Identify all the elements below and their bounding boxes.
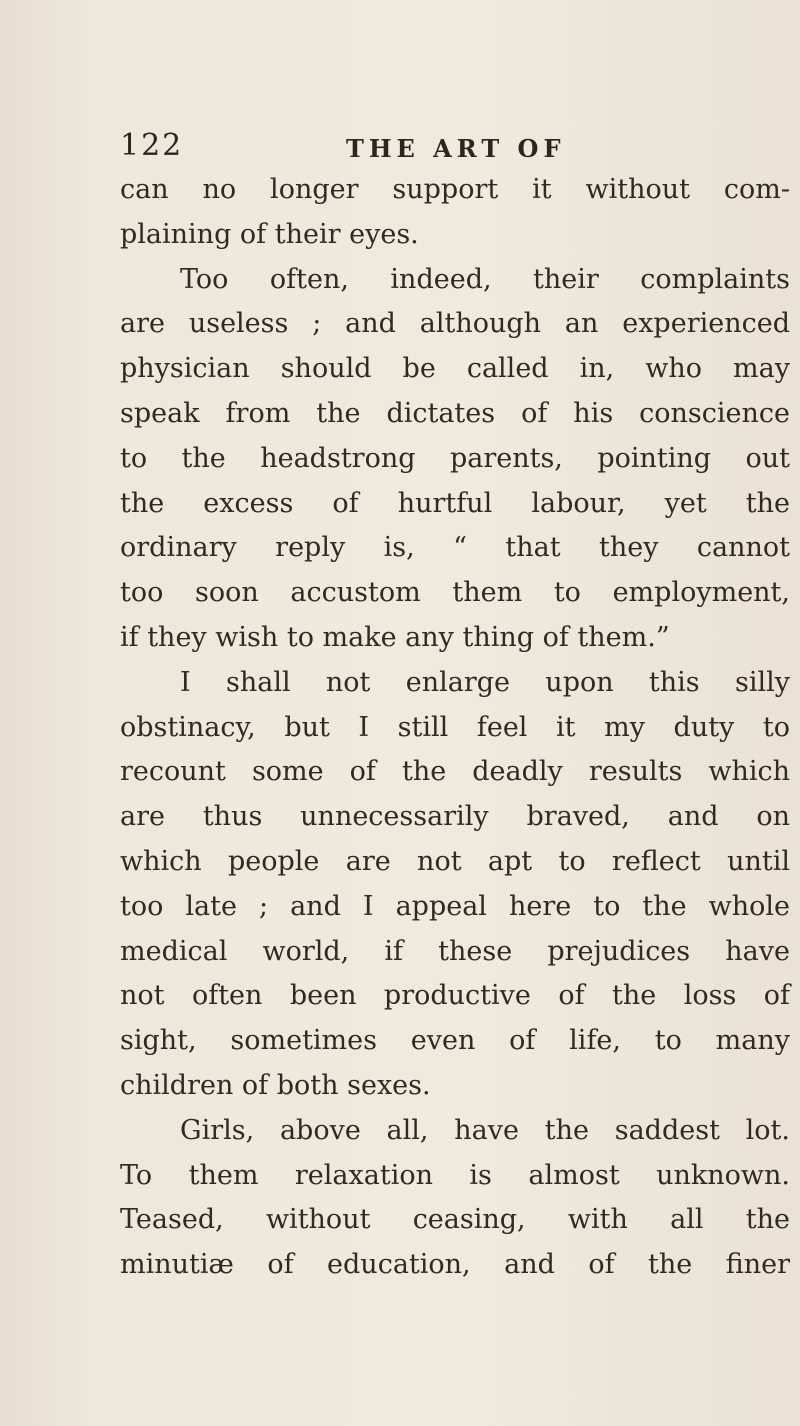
text-line: Too often, indeed, their complaints xyxy=(180,263,790,295)
text-line: physician should be called in, who may xyxy=(120,353,790,385)
text-line: which people are not apt to reflect until xyxy=(120,845,790,877)
text-line: I shall not enlarge upon this silly xyxy=(180,666,790,698)
text-line: sight, sometimes even of life, to many xyxy=(120,1025,790,1057)
text-line: too soon accustom them to employment, xyxy=(120,577,790,609)
text-line: not often been productive of the loss of xyxy=(120,980,790,1012)
text-line: if they wish to make any thing of them.” xyxy=(120,621,670,653)
text-line: medical world, if these prejudices have xyxy=(120,935,790,967)
text-line: speak from the dictates of his conscience xyxy=(120,397,790,429)
text-line: recount some of the deadly results which xyxy=(120,756,790,788)
text-line: are thus unnecessarily braved, and on xyxy=(120,801,790,833)
text-line: plaining of their eyes. xyxy=(120,218,419,250)
text-line: too late ; and I appeal here to the whole xyxy=(120,890,790,922)
text-line: minutiæ of education, and of the finer xyxy=(120,1249,790,1281)
text-line: the excess of hurtful labour, yet the xyxy=(120,487,790,519)
page-number: 122 xyxy=(120,128,184,163)
text-line: To them relaxation is almost unknown. xyxy=(120,1159,790,1191)
text-line: are useless ; and although an experienced xyxy=(120,308,790,340)
running-head: THE ART OF xyxy=(346,134,566,163)
page-header xyxy=(120,128,760,168)
text-line: Girls, above all, have the saddest lot. xyxy=(180,1114,790,1146)
text-line: children of both sexes. xyxy=(120,1069,431,1101)
text-line: to the headstrong parents, pointing out xyxy=(120,442,790,474)
text-line: can no longer support it without com- xyxy=(120,174,790,205)
text-line: ordinary reply is, “ that they cannot xyxy=(120,532,790,564)
text-line: obstinacy, but I still feel it my duty to xyxy=(120,711,790,743)
body-text xyxy=(120,168,790,1288)
text-line: Teased, without ceasing, with all the xyxy=(120,1204,790,1236)
